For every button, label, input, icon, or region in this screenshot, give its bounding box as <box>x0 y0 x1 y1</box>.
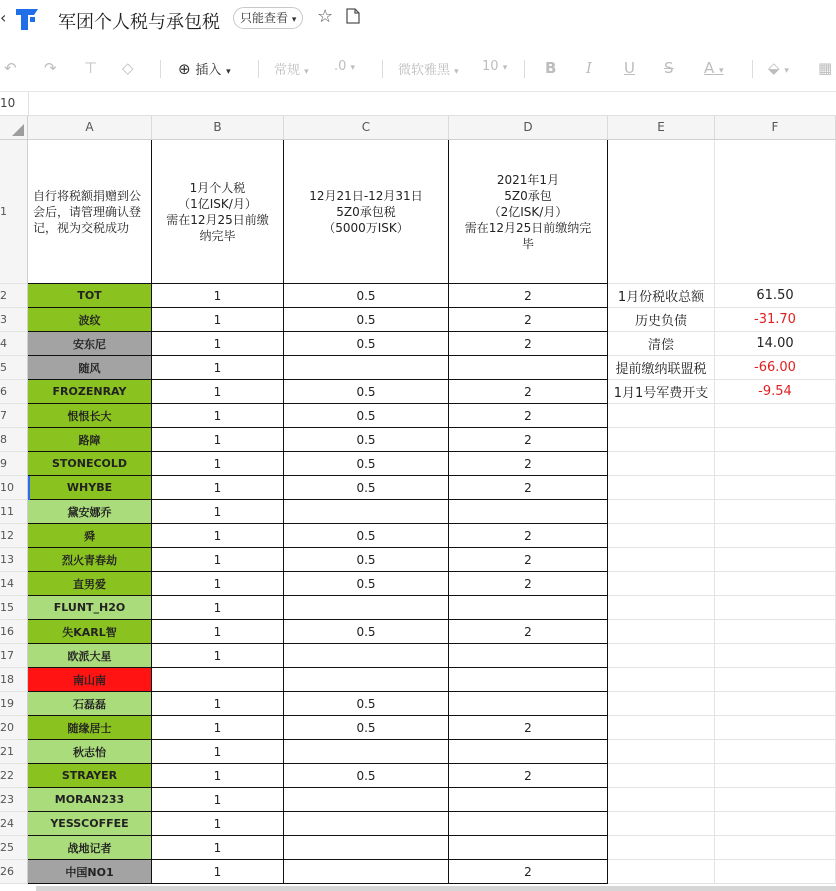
member-name-cell[interactable]: 黛安娜乔 <box>28 500 152 524</box>
tax-value-cell[interactable]: 1 <box>152 860 284 884</box>
row-header[interactable]: 1 <box>0 140 28 284</box>
clear-format-icon[interactable]: ◇ <box>122 59 134 77</box>
empty-cell[interactable] <box>608 140 715 284</box>
tax-value-cell[interactable]: 2 <box>449 332 608 356</box>
tax-value-cell[interactable] <box>449 356 608 380</box>
empty-cell[interactable] <box>715 524 836 548</box>
tax-value-cell[interactable] <box>449 740 608 764</box>
member-name-cell[interactable]: 秋志怡 <box>28 740 152 764</box>
number-format-select[interactable] <box>274 59 309 78</box>
tax-value-cell[interactable] <box>284 356 449 380</box>
star-icon[interactable]: ☆ <box>317 6 334 27</box>
tax-value-cell[interactable] <box>284 644 449 668</box>
tax-value-cell[interactable] <box>449 500 608 524</box>
tax-value-cell[interactable]: 1 <box>152 356 284 380</box>
header-cell-b[interactable]: 1月个人税 （1亿ISK/月） 需在12月25日前缴 纳完毕 <box>152 140 284 284</box>
format-painter-icon[interactable]: ⊤ <box>84 59 98 77</box>
tax-value-cell[interactable] <box>449 668 608 692</box>
tax-value-cell[interactable]: 0.5 <box>284 548 449 572</box>
tax-value-cell[interactable] <box>449 836 608 860</box>
tax-value-cell[interactable]: 1 <box>152 428 284 452</box>
row-header[interactable]: 11 <box>0 500 28 524</box>
tax-value-cell[interactable]: 1 <box>152 812 284 836</box>
member-name-cell[interactable]: STONECOLD <box>28 452 152 476</box>
horizontal-scrollbar[interactable] <box>36 886 836 891</box>
row-header[interactable]: 23 <box>0 788 28 812</box>
toolbar-divider <box>160 60 161 78</box>
tax-value-cell[interactable]: 2 <box>449 284 608 308</box>
member-name-cell[interactable]: 随风 <box>28 356 152 380</box>
empty-cell[interactable] <box>715 548 836 572</box>
tax-value-cell[interactable]: 2 <box>449 572 608 596</box>
summary-label-cell[interactable]: 1月份税收总额 <box>608 284 715 308</box>
tax-value-cell[interactable]: 2 <box>449 476 608 500</box>
tax-value-cell[interactable] <box>284 500 449 524</box>
empty-cell[interactable] <box>608 476 715 500</box>
tax-value-cell[interactable] <box>284 740 449 764</box>
strikethrough-button[interactable]: S <box>664 59 674 77</box>
tax-value-cell[interactable]: 2 <box>449 308 608 332</box>
member-name-cell[interactable]: 随缘居士 <box>28 716 152 740</box>
selection-indicator <box>28 476 30 500</box>
empty-cell[interactable] <box>715 428 836 452</box>
decimal-label: .0 <box>334 59 347 74</box>
tax-value-cell[interactable]: 1 <box>152 596 284 620</box>
row-header[interactable]: 12 <box>0 524 28 548</box>
chevron-down-icon: ▾ <box>291 15 297 25</box>
tax-value-cell[interactable]: 0.5 <box>284 692 449 716</box>
chevron-down-icon: ▾ <box>719 66 724 76</box>
tax-value-cell[interactable]: 0.5 <box>284 380 449 404</box>
row-header[interactable]: 3 <box>0 308 28 332</box>
tax-value-cell[interactable]: 1 <box>152 716 284 740</box>
tax-value-cell[interactable]: 2 <box>449 452 608 476</box>
member-name-cell[interactable]: 波纹 <box>28 308 152 332</box>
summary-value-cell[interactable]: -9.54 <box>715 380 836 404</box>
empty-cell[interactable] <box>608 428 715 452</box>
column-header-c[interactable]: C <box>284 116 449 140</box>
column-header-a[interactable]: A <box>28 116 152 140</box>
tax-value-cell[interactable] <box>284 668 449 692</box>
empty-cell[interactable] <box>715 668 836 692</box>
empty-cell[interactable] <box>608 548 715 572</box>
empty-cell[interactable] <box>715 404 836 428</box>
empty-cell[interactable] <box>608 764 715 788</box>
tax-value-cell[interactable]: 1 <box>152 380 284 404</box>
row-header[interactable]: 26 <box>0 860 28 884</box>
empty-cell[interactable] <box>608 716 715 740</box>
tax-value-cell[interactable]: 1 <box>152 692 284 716</box>
tax-value-cell[interactable]: 2 <box>449 620 608 644</box>
italic-button[interactable]: I <box>586 59 592 77</box>
member-name-cell[interactable]: 石磊磊 <box>28 692 152 716</box>
empty-cell[interactable] <box>608 860 715 884</box>
row-header[interactable]: 21 <box>0 740 28 764</box>
tax-value-cell[interactable]: 0.5 <box>284 620 449 644</box>
member-name-cell[interactable]: 安东尼 <box>28 332 152 356</box>
empty-cell[interactable] <box>715 692 836 716</box>
underline-button[interactable]: U <box>624 59 635 77</box>
member-name-cell[interactable]: TOT <box>28 284 152 308</box>
member-name-cell[interactable]: 烈火青春劫 <box>28 548 152 572</box>
chevron-down-icon: ▾ <box>454 67 459 77</box>
empty-cell[interactable] <box>715 740 836 764</box>
tax-value-cell[interactable]: 0.5 <box>284 452 449 476</box>
tax-value-cell[interactable]: 2 <box>449 716 608 740</box>
row-header[interactable]: 8 <box>0 428 28 452</box>
font-size-label: 10 <box>482 59 499 74</box>
empty-cell[interactable] <box>608 740 715 764</box>
summary-value-cell[interactable]: -31.70 <box>715 308 836 332</box>
tax-value-cell[interactable]: 1 <box>152 788 284 812</box>
toolbar <box>0 46 836 92</box>
formula-bar <box>0 92 836 116</box>
tax-value-cell[interactable]: 0.5 <box>284 572 449 596</box>
tax-value-cell[interactable]: 2 <box>449 524 608 548</box>
member-name-cell[interactable]: 恨恨长大 <box>28 404 152 428</box>
tax-value-cell[interactable] <box>449 596 608 620</box>
border-icon[interactable]: ▦ <box>818 59 833 77</box>
tax-value-cell[interactable]: 0.5 <box>284 476 449 500</box>
member-name-cell[interactable]: 直男爱 <box>28 572 152 596</box>
row-header[interactable]: 25 <box>0 836 28 860</box>
summary-label-cell[interactable]: 历史负债 <box>608 308 715 332</box>
font-family-select[interactable] <box>398 59 459 78</box>
bold-button[interactable]: B <box>545 59 557 77</box>
empty-cell[interactable] <box>608 812 715 836</box>
empty-cell[interactable] <box>715 764 836 788</box>
row-header[interactable]: 2 <box>0 284 28 308</box>
tax-value-cell[interactable]: 0.5 <box>284 284 449 308</box>
row-header[interactable]: 10 <box>0 476 28 500</box>
text-color-button[interactable] <box>704 59 724 77</box>
row-header[interactable]: 19 <box>0 692 28 716</box>
summary-label-cell[interactable]: 1月1号军费开支 <box>608 380 715 404</box>
row-header[interactable]: 16 <box>0 620 28 644</box>
empty-cell[interactable] <box>715 500 836 524</box>
empty-cell[interactable] <box>608 404 715 428</box>
summary-value-cell[interactable]: 61.50 <box>715 284 836 308</box>
tax-value-cell[interactable]: 2 <box>449 764 608 788</box>
chevron-down-icon: ▾ <box>226 67 231 77</box>
tax-value-cell[interactable]: 2 <box>449 380 608 404</box>
tax-value-cell[interactable]: 0.5 <box>284 308 449 332</box>
tax-value-cell[interactable] <box>284 860 449 884</box>
header-cell-a[interactable]: 自行将税额捐赠到公会后，请管理确认登记，视为交税成功 <box>28 140 152 284</box>
title-bar <box>0 0 836 38</box>
empty-cell[interactable] <box>608 524 715 548</box>
tax-value-cell[interactable]: 0.5 <box>284 404 449 428</box>
app-logo-icon <box>12 4 42 34</box>
header-cell-d[interactable]: 2021年1月 5Z0承包 （2亿ISK/月） 需在12月25日前缴纳完 毕 <box>449 140 608 284</box>
member-name-cell[interactable]: WHYBE <box>28 476 152 500</box>
chevron-down-icon: ▾ <box>784 66 789 76</box>
tax-value-cell[interactable]: 1 <box>152 452 284 476</box>
add-circle-icon: ⊕ <box>178 60 191 78</box>
empty-cell[interactable] <box>608 596 715 620</box>
toolbar-divider <box>382 60 383 78</box>
row-header[interactable]: 4 <box>0 332 28 356</box>
column-header-d[interactable]: D <box>449 116 608 140</box>
row-header[interactable]: 13 <box>0 548 28 572</box>
empty-cell[interactable] <box>608 668 715 692</box>
tax-value-cell[interactable] <box>152 668 284 692</box>
tax-value-cell[interactable]: 1 <box>152 308 284 332</box>
member-name-cell[interactable]: STRAYER <box>28 764 152 788</box>
tax-value-cell[interactable]: 1 <box>152 740 284 764</box>
row-header[interactable]: 6 <box>0 380 28 404</box>
cell-reference[interactable]: 10 <box>0 96 16 110</box>
tax-value-cell[interactable]: 1 <box>152 332 284 356</box>
summary-label-cell[interactable]: 清偿 <box>608 332 715 356</box>
tax-value-cell[interactable]: 1 <box>152 284 284 308</box>
column-header-e[interactable]: E <box>608 116 715 140</box>
toolbar-divider <box>258 60 259 78</box>
empty-cell[interactable] <box>608 788 715 812</box>
empty-cell[interactable] <box>715 620 836 644</box>
number-format-label: 常规 <box>274 63 301 78</box>
chevron-down-icon: ▾ <box>304 67 309 77</box>
member-name-cell[interactable]: 欧派大星 <box>28 644 152 668</box>
toolbar-divider <box>752 60 753 78</box>
tax-value-cell[interactable] <box>449 692 608 716</box>
tax-value-cell[interactable] <box>449 788 608 812</box>
header-cell-c[interactable]: 12月21日-12月31日 5Z0承包税 （5000万ISK） <box>284 140 449 284</box>
toolbar-divider <box>524 60 525 78</box>
summary-value-cell[interactable]: -66.00 <box>715 356 836 380</box>
empty-cell[interactable] <box>715 716 836 740</box>
tax-value-cell[interactable]: 1 <box>152 476 284 500</box>
chevron-down-icon: ▾ <box>502 63 508 73</box>
empty-cell[interactable] <box>715 644 836 668</box>
tax-value-cell[interactable]: 1 <box>152 644 284 668</box>
member-name-cell[interactable]: FROZENRAY <box>28 380 152 404</box>
document-title[interactable]: 军团个人税与承包税 <box>58 12 220 33</box>
tax-value-cell[interactable]: 2 <box>449 404 608 428</box>
empty-cell[interactable] <box>715 788 836 812</box>
tax-value-cell[interactable]: 1 <box>152 524 284 548</box>
chevron-down-icon: ▾ <box>350 63 356 73</box>
undo-icon[interactable]: ↶ <box>4 59 17 77</box>
member-name-cell[interactable]: 南山南 <box>28 668 152 692</box>
row-header[interactable]: 9 <box>0 452 28 476</box>
insert-label: 插入 <box>195 63 222 78</box>
member-name-cell[interactable]: FLUNT_H2O <box>28 596 152 620</box>
empty-cell[interactable] <box>715 836 836 860</box>
row-header[interactable]: 5 <box>0 356 28 380</box>
row-header[interactable]: 20 <box>0 716 28 740</box>
font-size-select[interactable] <box>482 59 507 74</box>
decimal-button[interactable] <box>334 59 355 74</box>
tax-value-cell[interactable]: 0.5 <box>284 428 449 452</box>
formula-divider <box>28 92 29 116</box>
empty-cell[interactable] <box>715 572 836 596</box>
tax-value-cell[interactable]: 0.5 <box>284 332 449 356</box>
menu-icon[interactable]: ‹ <box>0 8 7 27</box>
tax-value-cell[interactable] <box>284 788 449 812</box>
tax-value-cell[interactable]: 0.5 <box>284 716 449 740</box>
tax-value-cell[interactable]: 0.5 <box>284 524 449 548</box>
tax-value-cell[interactable] <box>449 644 608 668</box>
tax-value-cell[interactable]: 1 <box>152 836 284 860</box>
row-header[interactable]: 15 <box>0 596 28 620</box>
summary-label-cell[interactable]: 提前缴纳联盟税 <box>608 356 715 380</box>
text-color-label: A <box>704 59 715 77</box>
tax-value-cell[interactable]: 1 <box>152 620 284 644</box>
empty-cell[interactable] <box>608 620 715 644</box>
fill-bucket-icon: ⬙ <box>768 59 780 77</box>
readonly-label: 只能查看 <box>240 11 289 25</box>
select-all-icon <box>12 124 24 136</box>
row-header[interactable]: 7 <box>0 404 28 428</box>
tax-value-cell[interactable] <box>284 812 449 836</box>
column-header-b[interactable]: B <box>152 116 284 140</box>
member-name-cell[interactable]: MORAN233 <box>28 788 152 812</box>
tax-value-cell[interactable]: 1 <box>152 404 284 428</box>
empty-cell[interactable] <box>715 596 836 620</box>
empty-cell[interactable] <box>608 452 715 476</box>
tax-value-cell[interactable]: 1 <box>152 548 284 572</box>
empty-cell[interactable] <box>715 140 836 284</box>
empty-cell[interactable] <box>608 836 715 860</box>
member-name-cell[interactable]: 失KARL智 <box>28 620 152 644</box>
font-family-label: 微软雅黑 <box>398 63 451 78</box>
empty-cell[interactable] <box>715 476 836 500</box>
tax-value-cell[interactable]: 1 <box>152 764 284 788</box>
insert-button[interactable] <box>178 59 231 78</box>
tax-value-cell[interactable] <box>284 836 449 860</box>
empty-cell[interactable] <box>715 860 836 884</box>
column-header-f[interactable]: F <box>715 116 836 140</box>
readonly-badge[interactable] <box>233 7 303 29</box>
row-header[interactable]: 18 <box>0 668 28 692</box>
empty-cell[interactable] <box>715 812 836 836</box>
redo-icon[interactable]: ↷ <box>44 59 57 77</box>
row-header[interactable]: 17 <box>0 644 28 668</box>
member-name-cell[interactable]: 路障 <box>28 428 152 452</box>
row-header[interactable]: 14 <box>0 572 28 596</box>
empty-cell[interactable] <box>608 692 715 716</box>
row-header[interactable]: 24 <box>0 812 28 836</box>
member-name-cell[interactable]: YESSCOFFEE <box>28 812 152 836</box>
empty-cell[interactable] <box>608 500 715 524</box>
member-name-cell[interactable]: 战地记者 <box>28 836 152 860</box>
select-all-corner[interactable] <box>0 116 28 140</box>
tax-value-cell[interactable] <box>284 596 449 620</box>
empty-cell[interactable] <box>715 452 836 476</box>
fill-color-button[interactable] <box>768 59 789 77</box>
tax-value-cell[interactable]: 2 <box>449 548 608 572</box>
member-name-cell[interactable]: 中国NO1 <box>28 860 152 884</box>
tax-value-cell[interactable]: 1 <box>152 500 284 524</box>
tax-value-cell[interactable] <box>449 812 608 836</box>
summary-value-cell[interactable]: 14.00 <box>715 332 836 356</box>
tax-value-cell[interactable]: 1 <box>152 572 284 596</box>
empty-cell[interactable] <box>608 644 715 668</box>
tax-value-cell[interactable]: 2 <box>449 860 608 884</box>
empty-cell[interactable] <box>608 572 715 596</box>
document-info-icon[interactable] <box>346 8 360 24</box>
row-header[interactable]: 22 <box>0 764 28 788</box>
tax-value-cell[interactable]: 2 <box>449 428 608 452</box>
tax-value-cell[interactable]: 0.5 <box>284 764 449 788</box>
member-name-cell[interactable]: 舜 <box>28 524 152 548</box>
